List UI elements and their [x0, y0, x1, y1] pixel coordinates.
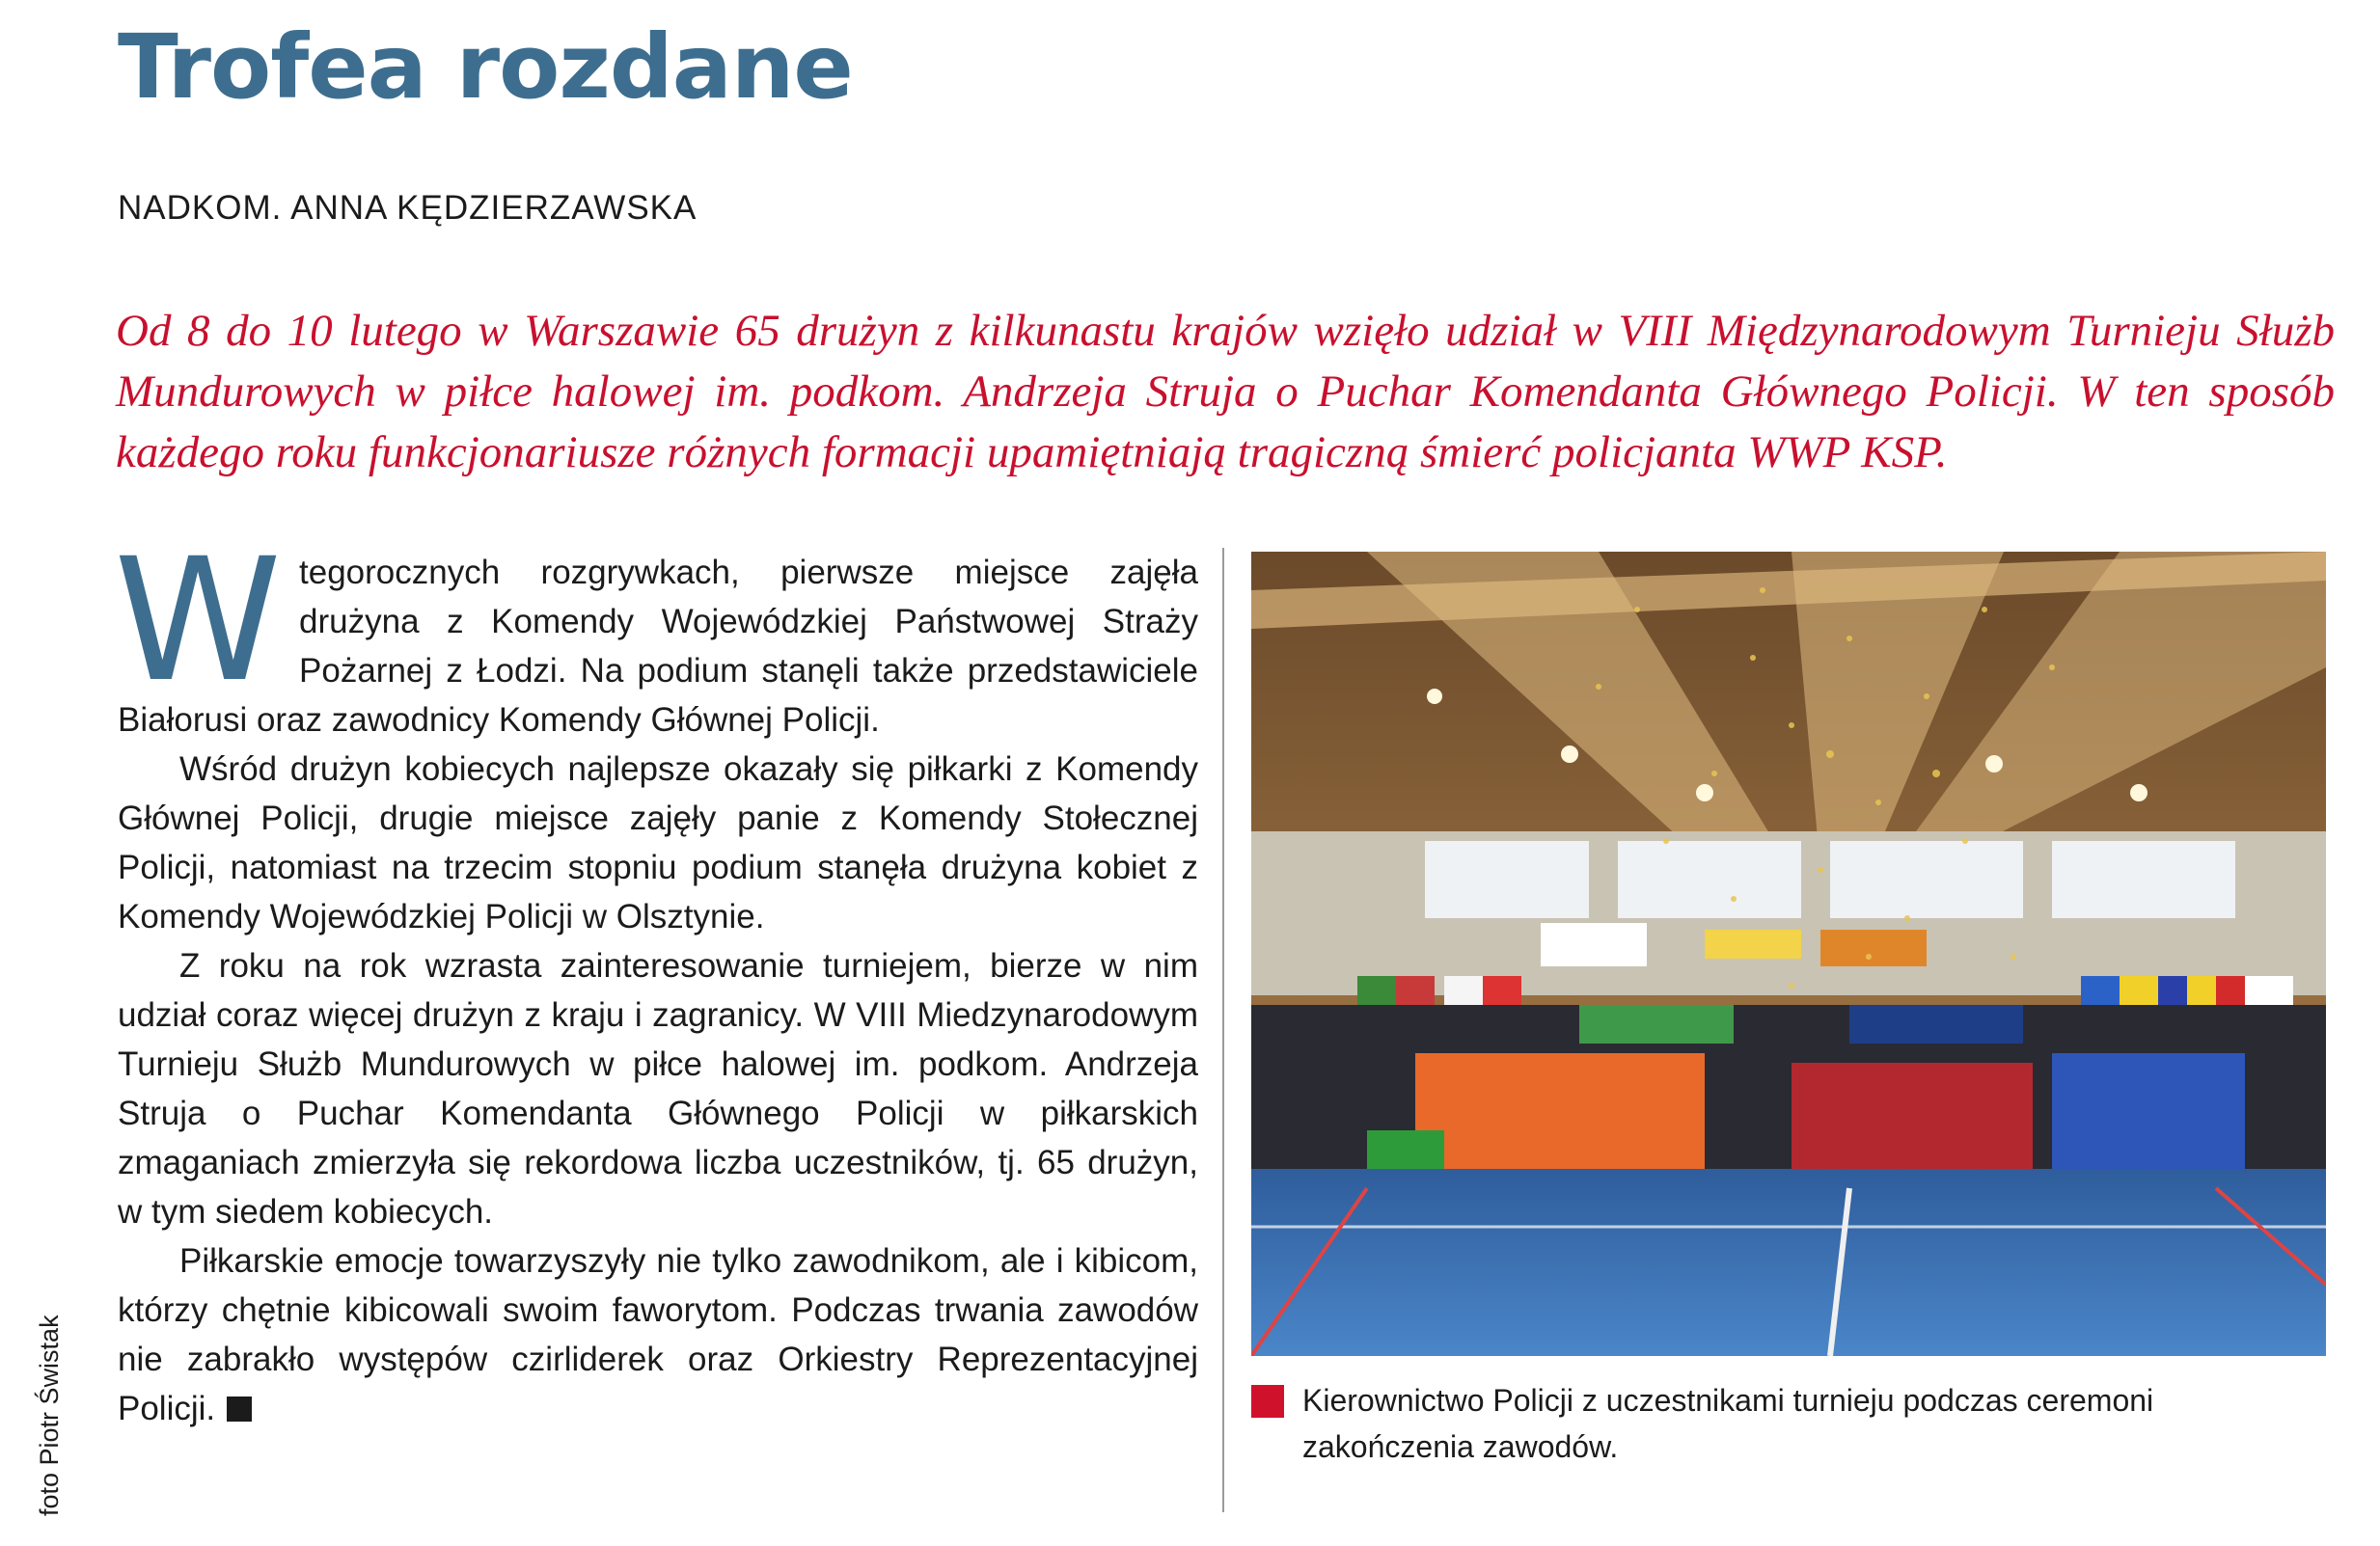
event-photo [1251, 552, 2326, 1356]
drop-cap: W [114, 522, 283, 719]
photo-credit: foto Piotr Świstak [35, 1315, 64, 1516]
body-paragraph [114, 522, 1198, 745]
body-paragraph [118, 1236, 1198, 1433]
end-of-article-mark [227, 1397, 252, 1422]
caption-marker [1251, 1385, 1284, 1418]
photo-caption: Kierownictwo Policji z uczestnikami turnieju podczas ceremoni zakończenia zawodów. [1302, 1383, 2154, 1464]
article-body [114, 522, 1198, 1433]
body-paragraph: Wśród drużyn kobiecych najlepsze okazały się piłkarki z Komendy Głównej Policji, drugie miejsce zajęły panie z Komendy Stołecznej Policji, natomiast na trzecim stopniu podium stanęła drużyna kobiet z Komendy Wojewódzkiej Policji w Olsztynie. [118, 750, 1198, 936]
paragraph-1-text: tegorocznych rozgrywkach, pierwsze miejsce zajęła drużyna z Komendy Wojewódzkiej Państwowej Straży Pożarnej z Łodzi. Na podium stanęli także przedstawiciele Białorusi oraz zawodnicy Komendy Głównej Policji. [118, 554, 1198, 739]
article-title: Trofea rozdane [118, 15, 853, 119]
body-paragraph: Z roku na rok wzrasta zainteresowanie turniejem, bierze w nim udział coraz więcej drużyn z kraju i zagranicy. W VIII Miedzynarodowym Turnieju Służb Mundurowych w piłce halowej im. podkom. Andrzeja Struja o Puchar Komendanta Głównego Policji w piłkarskich zmaganiach zmierzyła się rekordowa liczba uczestników, tj. 65 drużyn, w tym siedem kobiecych. [118, 947, 1198, 1231]
paragraph-4-text: Piłkarskie emocje towarzyszyły nie tylko zawodnikom, ale i kibicom, którzy chętnie kibicowali swoim faworytom. Podczas trwania zawodów nie zabrakło występów czirliderek oraz Orkiestry Reprezentacyjnej Policji. [118, 1242, 1198, 1427]
column-divider [1222, 548, 1224, 1512]
article-lead: Od 8 do 10 lutego w Warszawie 65 drużyn z kilkunastu krajów wzięło udział w VIII Międzynarodowym Turnieju Służb Mundurowych w piłce halowej im. podkom. Andrzeja Struja o Puchar Komendanta Głównego Policji. W ten sposób każdego roku funkcjonariusze różnych formacji upamiętniają tragiczną śmierć policjanta WWP KSP. [116, 306, 2335, 477]
article-author: NADKOM. ANNA KĘDZIERZAWSKA [118, 189, 698, 227]
event-photo-illustration [1251, 552, 2326, 1356]
